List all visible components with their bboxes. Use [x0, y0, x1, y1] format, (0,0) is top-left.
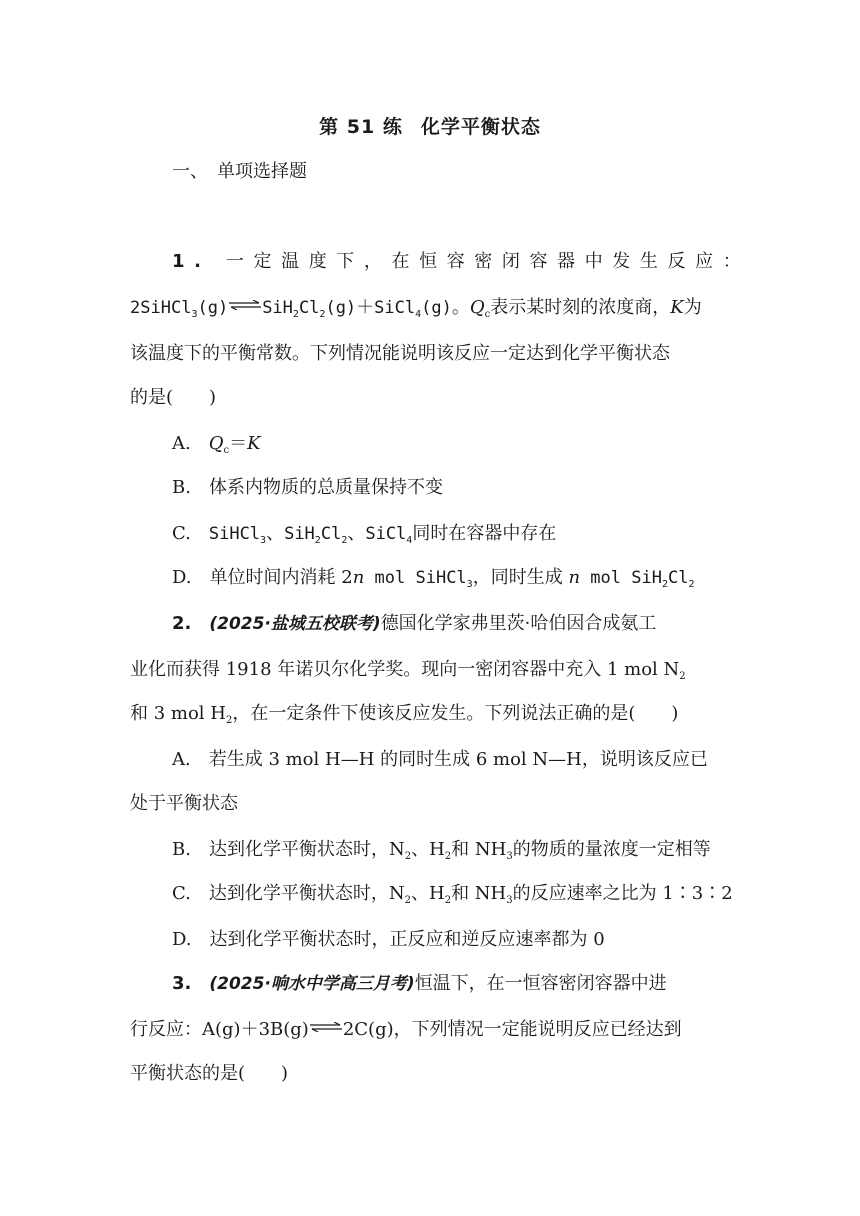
- q1-stem-line-4: 的是( ): [130, 387, 217, 408]
- q2-stem-line-2: 业化而获得 1918 年诺贝尔化学奖。现向一密闭容器中充入 1 mol $N_2$: [130, 659, 686, 682]
- q3-stem-line-1: 3. (2025·响水中学高三月考)恒温下，在一恒容密闭容器中进: [172, 973, 667, 994]
- q3-stem-line-2: 行反应：A(g)＋3B(g) 2C(g)，下列情况一定能说明反应已经达到: [130, 1019, 682, 1040]
- equilibrium-arrow-icon: [228, 300, 262, 310]
- q1-equation-line: 2SiHCl$_3$(g) $SiH_2Cl_2(g)+SiCl_4(g)$。$Q_c$表示某时刻的浓度商，K为: [130, 297, 702, 320]
- q2-option-c: C. 达到化学平衡状态时，$N_2$、$H_2$和 $NH_3$的反应速率之比为 1∶3∶2: [172, 883, 733, 906]
- section-heading: 一、 单项选择题: [172, 161, 307, 182]
- q2-stem-line-1: 2. (2025·盐城五校联考)德国化学家弗里茨·哈伯因合成氨工: [172, 613, 657, 634]
- q3-stem-line-3: 平衡状态的是( ): [130, 1063, 289, 1084]
- q1-stem-line-3: 该温度下的平衡常数。下列情况能说明该反应一定达到化学平衡状态: [130, 343, 670, 364]
- equilibrium-arrow-icon: [309, 1022, 343, 1032]
- q2-option-d: D. 达到化学平衡状态时，正反应和逆反应速率都为 0: [172, 929, 605, 950]
- question-number: 2.: [172, 613, 192, 634]
- question-number: 3.: [172, 973, 192, 994]
- question-source: (2025·响水中学高三月考): [209, 974, 415, 994]
- q2-stem-line-3: 和 3 mol $H_2$，在一定条件下使该反应发生。下列说法正确的是( ): [130, 703, 679, 726]
- q1-option-b: B. 体系内物质的总质量保持不变: [172, 477, 443, 498]
- page-title: [0, 112, 860, 139]
- q1-option-a: A. $Q_c=K$: [172, 433, 261, 456]
- q2-option-a-line-2: 处于平衡状态: [130, 793, 238, 814]
- q1-option-c: C. SiHCl$_3$、$SiH_2Cl_2$、SiCl$_4$同时在容器中存在: [172, 523, 557, 546]
- q1-option-d: D. 单位时间内消耗 2n mol SiHCl$_3$，同时生成 n mol $SiH_2Cl_2$: [172, 567, 695, 590]
- question-source: (2025·盐城五校联考): [209, 614, 381, 634]
- q2-option-a-line-1: A. 若生成 3 mol H—H 的同时生成 6 mol N—H，说明该反应已: [172, 749, 708, 770]
- q2-option-b: B. 达到化学平衡状态时，$N_2$、$H_2$和 $NH_3$的物质的量浓度一定相等: [172, 839, 711, 862]
- exercise-topic: 化学平衡状态: [420, 116, 541, 138]
- q1-stem-line-1: 1. 一定温度下，在恒容密闭容器中发生反应：: [172, 251, 751, 272]
- question-number: 1.: [172, 251, 211, 272]
- exercise-number: 第 51 练: [319, 116, 403, 138]
